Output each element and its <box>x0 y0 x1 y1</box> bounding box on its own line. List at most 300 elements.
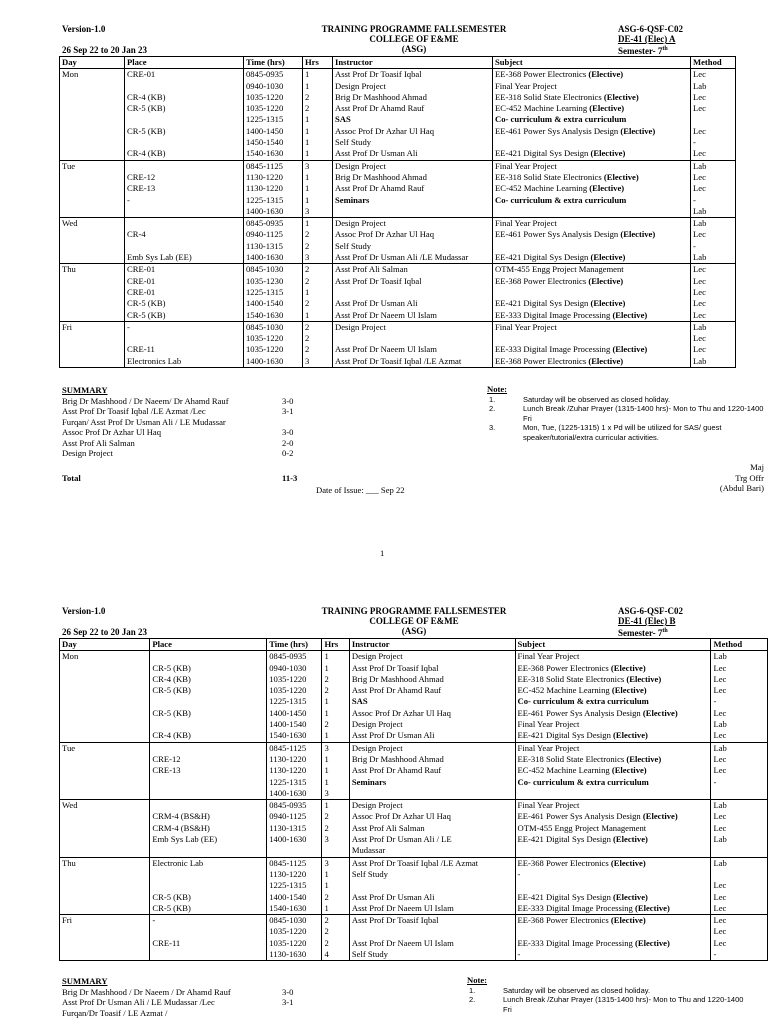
class-name: DE-41 (Elec) B <box>618 616 676 626</box>
cell-method: Lab <box>711 719 768 730</box>
cell-subject: Final Year Project <box>493 81 691 92</box>
cell-day: Thu <box>60 264 125 276</box>
cell-method: Lec <box>711 754 768 765</box>
cell-instructor: Asst Prof Dr Toasif Iqbal /LE Azmat <box>349 857 515 869</box>
cell-method: - <box>691 137 736 148</box>
cell-day <box>60 730 150 742</box>
cell-method: Lec <box>711 915 768 927</box>
elective-tag: (Elective) <box>642 811 678 822</box>
cell-place: CR-5 (KB) <box>125 310 244 322</box>
table-row <box>60 777 768 788</box>
cell-subject: EC-452 Machine Learning (Elective) <box>515 685 711 696</box>
cell-time: 1035-1220 <box>244 103 303 114</box>
cell-subject: Co- curriculum & extra curriculum <box>515 777 711 788</box>
cell-instructor: Self Study <box>333 137 493 148</box>
note-item: 2. Lunch Break /Zuhar Prayer (1315-1400 hrs)- Mon to Thu and 1220-1400 Fri <box>469 995 744 1014</box>
cell-hrs: 2 <box>303 344 333 355</box>
cell-place: CR-4 (KB) <box>150 730 267 742</box>
cell-method: Lec <box>691 103 736 114</box>
cell-place: CRE-12 <box>150 754 267 765</box>
cell-hrs: 1 <box>322 663 349 674</box>
cell-day <box>60 788 150 800</box>
cell-day <box>60 845 150 857</box>
table-row <box>60 206 736 218</box>
cell-instructor: Brig Dr Mashhood Ahmad <box>349 754 515 765</box>
cell-subject: EE-368 Power Electronics (Elective) <box>493 69 691 81</box>
cell-time: 1130-1220 <box>267 754 322 765</box>
cell-method: Lab <box>711 834 768 845</box>
cell-instructor: Asst Prof Dr Usman Ali <box>333 148 493 160</box>
cell-instructor: Asst Prof Dr Usman Ali / LE <box>349 834 515 845</box>
cell-hrs: 1 <box>322 754 349 765</box>
cell-day <box>60 903 150 915</box>
cell-method: Lec <box>711 892 768 903</box>
cell-day: Mon <box>60 651 150 663</box>
cell-place <box>150 788 267 800</box>
cell-method: Lab <box>691 160 736 172</box>
cell-day <box>60 229 125 240</box>
column-header: Place <box>125 57 244 69</box>
cell-day <box>60 708 150 719</box>
elective-tag: (Elective) <box>589 183 625 194</box>
cell-hrs: 1 <box>322 696 349 707</box>
cell-subject: EE-368 Power Electronics (Elective) <box>515 915 711 927</box>
cell-time: 1130-1315 <box>267 823 322 834</box>
elective-tag: (Elective) <box>613 834 648 845</box>
summary-row: Brig Dr Mashhood / Dr Naeem/ Dr Ahamd Rauf 3-0 <box>62 395 294 406</box>
cell-day <box>60 206 125 218</box>
cell-hrs: 4 <box>322 949 349 961</box>
cell-day <box>60 926 150 937</box>
page-title: TRAINING PROGRAMME FALLSEMESTER <box>321 24 507 34</box>
table-row <box>60 685 768 696</box>
cell-place: CR-5 (KB) <box>125 126 244 137</box>
cell-instructor: Asst Prof Dr Toasif Iqbal <box>333 69 493 81</box>
cell-place: CRE-13 <box>125 183 244 194</box>
cell-method: Lab <box>691 321 736 333</box>
cell-hrs: 2 <box>303 241 333 252</box>
cell-day: Tue <box>60 742 150 754</box>
page-number: 1 <box>380 548 385 558</box>
cell-day <box>60 685 150 696</box>
table-row <box>60 321 736 333</box>
cell-instructor: Brig Dr Mashhood Ahmad <box>349 674 515 685</box>
table-row <box>60 880 768 891</box>
cell-method: Lec <box>711 663 768 674</box>
cell-method: Lec <box>691 92 736 103</box>
table-row <box>60 845 768 857</box>
cell-place: CR-5 (KB) <box>125 298 244 309</box>
cell-subject: EE-333 Digital Image Processing (Elective) <box>515 938 711 949</box>
cell-instructor: Asst Prof Ali Salman <box>333 264 493 276</box>
cell-hrs: 1 <box>303 195 333 206</box>
cell-place: CRM-4 (BS&H) <box>150 823 267 834</box>
table-row <box>60 252 736 264</box>
table-row <box>60 834 768 845</box>
cell-hrs: 1 <box>303 148 333 160</box>
cell-place: Emb Sys Lab (EE) <box>125 252 244 264</box>
notes-title: Note: <box>467 975 488 985</box>
cell-place: CR-5 (KB) <box>150 903 267 915</box>
cell-instructor: Design Project <box>349 651 515 663</box>
notes-title: Note: <box>487 384 508 394</box>
cell-method: Lec <box>691 126 736 137</box>
column-header: Subject <box>493 57 691 69</box>
cell-hrs: 3 <box>322 742 349 754</box>
cell-time <box>267 845 322 857</box>
cell-hrs: 2 <box>303 298 333 309</box>
cell-day: Wed <box>60 218 125 230</box>
table-row <box>60 103 736 114</box>
cell-time: 1225-1315 <box>267 777 322 788</box>
table-row <box>60 69 736 81</box>
cell-subject <box>515 880 711 891</box>
cell-time: 1035-1220 <box>244 92 303 103</box>
cell-instructor: Asst Prof Dr Toasif Iqbal <box>349 663 515 674</box>
cell-day <box>60 356 125 368</box>
cell-time: 0845-0935 <box>267 651 322 663</box>
cell-method: Lec <box>691 264 736 276</box>
table-row <box>60 241 736 252</box>
table-row <box>60 765 768 776</box>
cell-instructor: Design Project <box>349 719 515 730</box>
table-row <box>60 264 736 276</box>
cell-place: CR-4 (KB) <box>125 148 244 160</box>
cell-hrs: 1 <box>322 708 349 719</box>
cell-place: CRE-13 <box>150 765 267 776</box>
table-row <box>60 800 768 812</box>
cell-time: 0940-1125 <box>244 229 303 240</box>
cell-instructor: Self Study <box>349 869 515 880</box>
cell-instructor: Design Project <box>349 800 515 812</box>
table-row <box>60 857 768 869</box>
cell-method: Lab <box>711 742 768 754</box>
college-name: COLLEGE OF E&ME <box>369 34 459 44</box>
timetable-page-a <box>0 24 768 558</box>
semester-label: Semester- 7th <box>618 46 668 56</box>
cell-time: 1035-1220 <box>267 926 322 937</box>
cell-instructor: Asst Prof Dr Toasif Iqbal /LE Azmat <box>333 356 493 368</box>
cell-instructor: SAS <box>333 114 493 125</box>
cell-subject: EE-368 Power Electronics (Elective) <box>515 663 711 674</box>
cell-time: 1540-1630 <box>244 310 303 322</box>
cell-hrs: 1 <box>303 183 333 194</box>
cell-day <box>60 183 125 194</box>
cell-subject <box>493 287 691 298</box>
summary-block <box>62 385 342 483</box>
elective-tag: (Elective) <box>590 148 626 159</box>
table-row <box>60 137 736 148</box>
cell-place <box>150 869 267 880</box>
cell-day <box>60 754 150 765</box>
table-row <box>60 183 736 194</box>
cell-day <box>60 880 150 891</box>
summary-row: Asst Prof Ali Salman 2-0 <box>62 437 294 448</box>
table-row <box>60 310 736 322</box>
cell-place: Electronics Lab <box>125 356 244 368</box>
cell-place: CR-5 (KB) <box>125 103 244 114</box>
elective-tag: (Elective) <box>612 344 648 355</box>
table-row <box>60 926 768 937</box>
elective-tag: (Elective) <box>590 252 626 263</box>
cell-instructor <box>349 788 515 800</box>
cell-hrs: 1 <box>303 114 333 125</box>
elective-tag: (Elective) <box>626 673 662 684</box>
version-label: Version-1.0 <box>62 24 106 34</box>
elective-tag: (Elective) <box>613 891 648 902</box>
table-row <box>60 811 768 822</box>
date-range: 26 Sep 22 to 20 Jan 23 <box>62 45 148 55</box>
cell-subject: Final Year Project <box>493 218 691 230</box>
cell-time: 1130-1220 <box>244 172 303 183</box>
cell-hrs: 1 <box>303 218 333 230</box>
title-block <box>300 24 528 54</box>
table-row <box>60 903 768 915</box>
cell-subject: Final Year Project <box>493 160 691 172</box>
table-header <box>60 639 768 651</box>
cell-day <box>60 126 125 137</box>
cell-day <box>60 172 125 183</box>
column-header: Instructor <box>349 639 515 651</box>
table-row <box>60 276 736 287</box>
elective-tag: (Elective) <box>588 355 624 366</box>
cell-subject: EE-333 Digital Image Processing (Elective) <box>493 310 691 322</box>
cell-method: Lec <box>691 298 736 309</box>
cell-time: 0845-0935 <box>267 800 322 812</box>
summary-row: Design Project 0-2 <box>62 448 294 458</box>
cell-method <box>691 114 736 125</box>
table-row <box>60 674 768 685</box>
cell-subject <box>493 206 691 218</box>
cell-method: Lab <box>691 206 736 218</box>
cell-subject: - <box>515 949 711 961</box>
cell-day <box>60 823 150 834</box>
column-header: Hrs <box>303 57 333 69</box>
cell-place <box>150 777 267 788</box>
elective-tag: (Elective) <box>634 937 670 948</box>
timetable <box>59 56 736 368</box>
table-row <box>60 114 736 125</box>
cell-subject: OTM-455 Engg Project Management <box>493 264 691 276</box>
cell-subject <box>515 845 711 857</box>
cell-time: 1450-1540 <box>244 137 303 148</box>
cell-subject: EE-318 Solid State Electronics (Elective) <box>493 92 691 103</box>
cell-place <box>125 81 244 92</box>
cell-instructor: Design Project <box>333 218 493 230</box>
cell-place <box>125 241 244 252</box>
cell-hrs: 3 <box>322 788 349 800</box>
cell-day <box>60 333 125 344</box>
cell-hrs: 3 <box>303 160 333 172</box>
elective-tag: (Elective) <box>588 275 624 286</box>
cell-day <box>60 949 150 961</box>
cell-method: Lab <box>711 651 768 663</box>
cell-subject: EE-421 Digital Sys Design (Elective) <box>515 730 711 742</box>
summary-row: Furqan/ Asst Prof Dr Usman Ali / LE Mudassar <box>62 416 226 427</box>
cell-subject: Final Year Project <box>515 651 711 663</box>
cell-place: - <box>125 321 244 333</box>
summary-row: Brig Dr Mashhood / Dr Naeem / Dr Ahamd Rauf 3-0 <box>62 986 294 997</box>
cell-place <box>125 137 244 148</box>
cell-hrs: 3 <box>303 206 333 218</box>
cell-hrs: 1 <box>303 172 333 183</box>
cell-day <box>60 674 150 685</box>
table-row <box>60 344 736 355</box>
cell-time: 1400-1540 <box>244 298 303 309</box>
cell-method <box>711 845 768 857</box>
cell-subject: EE-421 Digital Sys Design (Elective) <box>515 834 711 845</box>
column-header: Method <box>711 639 768 651</box>
cell-place: CRE-01 <box>125 264 244 276</box>
table-header <box>60 57 736 69</box>
cell-subject: Co- curriculum & extra curriculum <box>515 696 711 707</box>
cell-time: 1400-1630 <box>244 356 303 368</box>
cell-method: Lec <box>691 344 736 355</box>
column-header: Method <box>691 57 736 69</box>
table-row <box>60 938 768 949</box>
cell-subject: EE-368 Power Electronics (Elective) <box>493 356 691 368</box>
cell-hrs: 3 <box>322 834 349 845</box>
cell-method: - <box>691 195 736 206</box>
elective-tag: (Elective) <box>611 685 647 696</box>
cell-place: CR-4 (KB) <box>125 92 244 103</box>
cell-instructor: Assoc Prof Dr Azhar Ul Haq <box>349 708 515 719</box>
cell-time: 1035-1220 <box>244 333 303 344</box>
column-header: Time (hrs) <box>267 639 322 651</box>
cell-day <box>60 287 125 298</box>
cell-instructor: Brig Dr Mashhood Ahmad <box>333 92 493 103</box>
cell-time: 0940-1030 <box>267 663 322 674</box>
elective-tag: (Elective) <box>589 103 625 114</box>
doc-code: ASG-6-QSF-C02 <box>618 24 683 34</box>
cell-subject: EE-461 Power Sys Analysis Design (Elective) <box>515 811 711 822</box>
cell-instructor: Assoc Prof Dr Azhar Ul Haq <box>333 229 493 240</box>
summary-total: Total 11-3 <box>62 472 298 483</box>
timetable-page-b <box>0 606 768 1018</box>
cell-time: 1400-1630 <box>244 252 303 264</box>
college-name: COLLEGE OF E&ME <box>369 616 459 626</box>
cell-time: 0845-1030 <box>244 321 303 333</box>
cell-hrs: 1 <box>303 310 333 322</box>
cell-place: Electronic Lab <box>150 857 267 869</box>
cell-hrs: 2 <box>322 938 349 949</box>
elective-tag: (Elective) <box>610 662 646 673</box>
cell-subject <box>515 926 711 937</box>
elective-tag: (Elective) <box>613 730 648 741</box>
cell-day <box>60 137 125 148</box>
table-row <box>60 663 768 674</box>
table-row <box>60 651 768 663</box>
cell-time: 0845-1125 <box>267 857 322 869</box>
summary-block <box>62 976 342 1018</box>
cell-day <box>60 114 125 125</box>
cell-instructor: Assoc Prof Dr Azhar Ul Haq <box>349 811 515 822</box>
cell-method: Lec <box>711 926 768 937</box>
cell-place <box>125 333 244 344</box>
cell-day <box>60 92 125 103</box>
cell-day <box>60 276 125 287</box>
table-row <box>60 218 736 230</box>
cell-method: Lec <box>711 674 768 685</box>
cell-time: 0940-1125 <box>267 811 322 822</box>
cell-day <box>60 103 125 114</box>
cell-instructor: Asst Prof Dr Usman Ali <box>349 730 515 742</box>
cell-method: Lec <box>691 229 736 240</box>
cell-method: Lab <box>691 218 736 230</box>
cell-place <box>150 800 267 812</box>
title-block <box>300 606 528 636</box>
cell-subject: Co- curriculum & extra curriculum <box>493 195 691 206</box>
cell-subject: EC-452 Machine Learning (Elective) <box>493 103 691 114</box>
cell-time: 1035-1220 <box>244 344 303 355</box>
elective-tag: (Elective) <box>634 902 670 913</box>
cell-method: Lec <box>691 287 736 298</box>
cell-place: CR-4 (KB) <box>150 674 267 685</box>
cell-place: Emb Sys Lab (EE) <box>150 834 267 845</box>
cell-subject: EE-318 Solid State Electronics (Elective) <box>515 674 711 685</box>
cell-hrs: 1 <box>322 880 349 891</box>
summary-row: Assoc Prof Dr Azhar Ul Haq 3-0 <box>62 427 294 437</box>
cell-instructor <box>333 206 493 218</box>
cell-time: 1035-1220 <box>267 685 322 696</box>
cell-hrs: 1 <box>303 69 333 81</box>
cell-hrs: 2 <box>322 719 349 730</box>
table-row <box>60 298 736 309</box>
cell-method: Lec <box>691 148 736 160</box>
cell-hrs: 2 <box>303 321 333 333</box>
cell-subject: EE-333 Digital Image Processing (Elective) <box>493 344 691 355</box>
cell-place: CRM-4 (BS&H) <box>150 811 267 822</box>
cell-subject: EE-333 Digital Image Processing (Elective) <box>515 903 711 915</box>
column-header: Place <box>150 639 267 651</box>
cell-day <box>60 252 125 264</box>
cell-instructor: Design Project <box>333 321 493 333</box>
cell-hrs: 1 <box>322 903 349 915</box>
cell-subject: EC-452 Machine Learning (Elective) <box>493 183 691 194</box>
cell-day <box>60 148 125 160</box>
cell-time: 0845-0935 <box>244 218 303 230</box>
table-row <box>60 333 736 344</box>
table-row <box>60 287 736 298</box>
cell-time: 1400-1450 <box>244 126 303 137</box>
cell-place: CRE-01 <box>125 276 244 287</box>
cell-time: 1130-1220 <box>244 183 303 194</box>
cell-hrs: 2 <box>303 276 333 287</box>
cell-subject <box>515 788 711 800</box>
cell-place <box>150 880 267 891</box>
cell-subject: EE-461 Power Sys Analysis Design (Elective) <box>493 229 691 240</box>
cell-hrs: 1 <box>322 869 349 880</box>
cell-place <box>150 845 267 857</box>
cell-time: 0940-1030 <box>244 81 303 92</box>
cell-hrs: 1 <box>303 81 333 92</box>
cell-hrs: 2 <box>322 674 349 685</box>
cell-time: 1400-1540 <box>267 719 322 730</box>
cell-hrs: 2 <box>303 264 333 276</box>
cell-method: Lab <box>691 356 736 368</box>
cell-subject: - <box>515 869 711 880</box>
elective-tag: (Elective) <box>590 298 626 309</box>
table-row <box>60 892 768 903</box>
cell-instructor <box>333 333 493 344</box>
cell-place <box>125 218 244 230</box>
cell-subject: Final Year Project <box>515 742 711 754</box>
cell-instructor <box>333 287 493 298</box>
page-title: TRAINING PROGRAMME FALLSEMESTER <box>321 606 507 616</box>
class-name: DE-41 (Elec) A <box>618 34 676 44</box>
elective-tag: (Elective) <box>642 707 678 718</box>
cell-instructor: Asst Prof Dr Usman Ali <box>349 892 515 903</box>
